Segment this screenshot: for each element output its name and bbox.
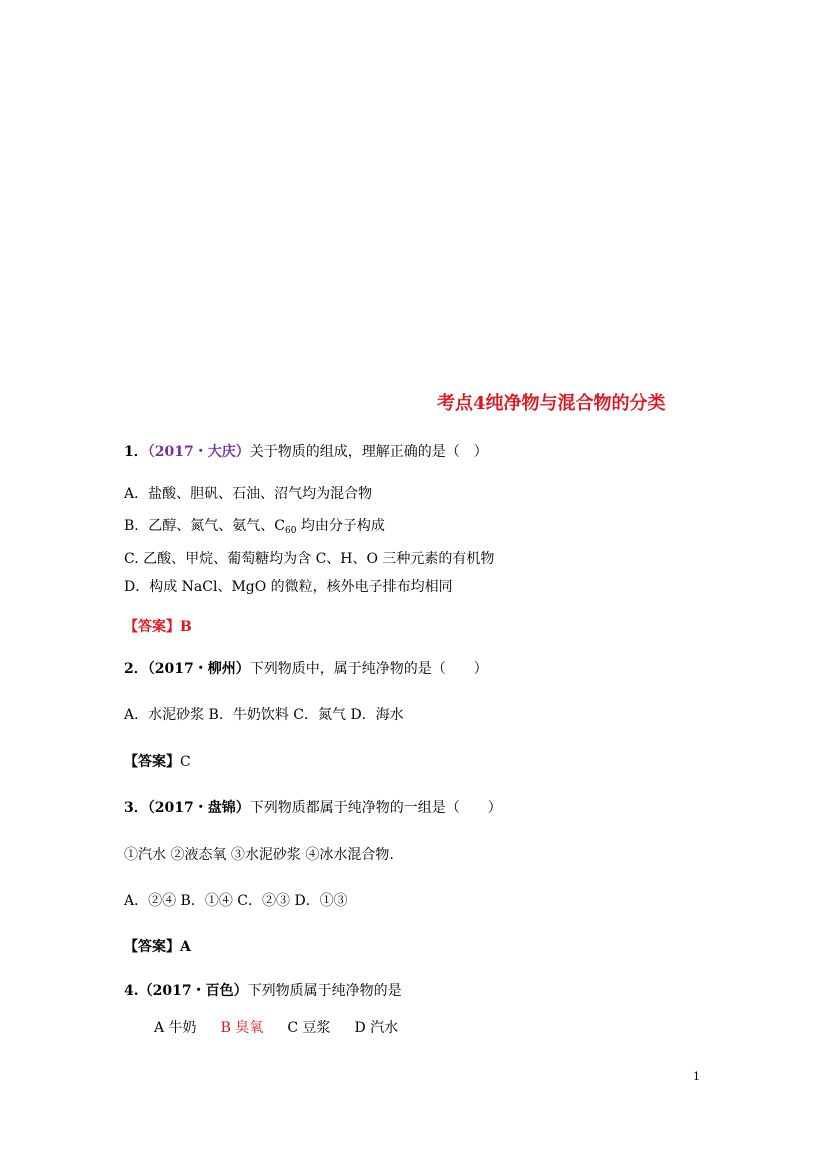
answer-label: 【答案】 xyxy=(124,939,180,955)
question-stem: 下列物质中，属于纯净物的是（ ） xyxy=(249,661,488,677)
question-3 xyxy=(124,798,502,818)
question-source: （2017・百色） xyxy=(138,983,248,999)
page-title: 考点4纯净物与混合物的分类 xyxy=(437,393,666,414)
question-source: （2017・盘锦） xyxy=(147,800,250,816)
question-2-options: A．水泥砂浆 B．牛奶饮料 C．氮气 D．海水 xyxy=(124,707,404,723)
option-b: B 臭氧 xyxy=(220,1020,264,1036)
page-number: 1 xyxy=(693,1070,700,1083)
question-stem: 关于物质的组成，理解正确的是（ ） xyxy=(249,444,488,460)
question-source: （2017・大庆） xyxy=(147,444,250,460)
answer-value: B xyxy=(180,619,192,635)
option-c: C 豆浆 xyxy=(287,1020,331,1036)
question-3-items: ①汽水 ②液态氧 ③水泥砂浆 ④冰水混合物. xyxy=(124,847,394,863)
answer-value: A xyxy=(180,939,191,955)
option-c: C. 乙酸、甲烷、葡萄糖均为含 C、H、O 三种元素的有机物 xyxy=(124,551,495,567)
answer-1 xyxy=(124,617,192,637)
answer-value: C xyxy=(180,754,191,770)
option-a: A．盐酸、胆矾、石油、沼气均为混合物 xyxy=(124,486,373,502)
question-4 xyxy=(124,981,402,1001)
answer-3 xyxy=(124,937,191,957)
question-2 xyxy=(124,659,488,679)
question-number: 2． xyxy=(124,661,148,677)
option-b: B．乙醇、氮气、氨气、$C_{60}$ 均由分子构成 xyxy=(124,518,385,536)
question-stem: 下列物质属于纯净物的是 xyxy=(247,983,402,999)
answer-2 xyxy=(124,752,191,772)
question-number: 3． xyxy=(124,800,148,816)
answer-label: 【答案】 xyxy=(124,619,180,635)
question-1 xyxy=(124,442,488,462)
answer-label: 【答案】 xyxy=(124,754,180,770)
option-d: D．构成 NaCl、MgO 的微粒，核外电子排布均相同 xyxy=(124,579,453,595)
option-d: D 汽水 xyxy=(354,1020,399,1036)
option-a: A 牛奶 xyxy=(154,1020,197,1036)
question-number: 4. xyxy=(124,983,139,999)
question-number: 1． xyxy=(124,444,148,460)
question-stem: 下列物质都属于纯净物的一组是（ ） xyxy=(249,800,502,816)
question-4-options xyxy=(154,1018,422,1038)
question-3-options: A．②④ B．①④ C．②③ D．①③ xyxy=(124,893,348,909)
question-source: （2017・柳州） xyxy=(147,661,250,677)
